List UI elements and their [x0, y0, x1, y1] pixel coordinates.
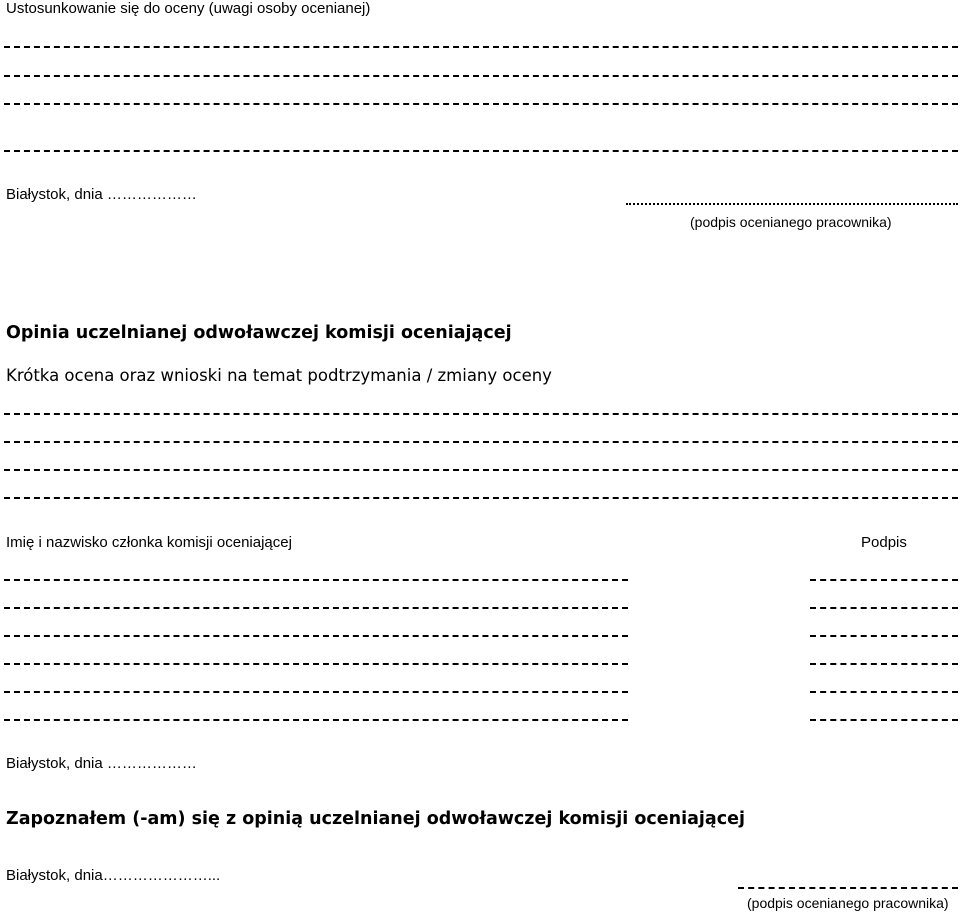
- remarks-line-3[interactable]: [4, 103, 958, 105]
- member-signature-line-5[interactable]: [810, 691, 958, 693]
- remarks-line-2[interactable]: [4, 75, 958, 77]
- section3-signature-caption: (podpis ocenianego pracownika): [747, 895, 949, 911]
- section1-signature-caption: (podpis ocenianego pracownika): [690, 214, 892, 230]
- member-name-line-2[interactable]: [4, 607, 628, 609]
- remarks-line-1[interactable]: [4, 46, 958, 48]
- member-signature-line-1[interactable]: [810, 579, 958, 581]
- member-name-line-6[interactable]: [4, 719, 628, 721]
- member-signature-line-2[interactable]: [810, 607, 958, 609]
- member-name-header: Imię i nazwisko członka komisji oceniającej: [6, 534, 292, 551]
- section3-title: Zapoznałem (-am) się z opinią uczelnianej odwoławczej komisji oceniającej: [6, 809, 745, 829]
- section1-date-label: Białystok, dnia ………………: [6, 186, 197, 203]
- member-name-line-3[interactable]: [4, 635, 628, 637]
- section2-title: Opinia uczelnianej odwoławczej komisji oceniającej: [6, 323, 512, 343]
- section2-subtitle: Krótka ocena oraz wnioski na temat podtrzymania / zmiany oceny: [6, 366, 552, 385]
- member-signature-line-3[interactable]: [810, 635, 958, 637]
- signature-header: Podpis: [861, 534, 907, 551]
- opinion-line-4[interactable]: [4, 497, 958, 499]
- member-name-line-5[interactable]: [4, 691, 628, 693]
- opinion-line-1[interactable]: [4, 413, 958, 415]
- member-signature-line-4[interactable]: [810, 663, 958, 665]
- member-name-line-1[interactable]: [4, 579, 628, 581]
- member-name-line-4[interactable]: [4, 663, 628, 665]
- remarks-line-4[interactable]: [4, 150, 958, 152]
- member-signature-line-6[interactable]: [810, 719, 958, 721]
- section1-signature-line[interactable]: [626, 203, 958, 205]
- section1-title: Ustosunkowanie się do oceny (uwagi osoby ocenianej): [6, 0, 371, 17]
- opinion-line-2[interactable]: [4, 441, 958, 443]
- section3-date-label: Białystok, dnia…………………...: [6, 867, 221, 884]
- section2-date-label: Białystok, dnia ………………: [6, 755, 197, 772]
- section3-signature-line[interactable]: [738, 887, 958, 889]
- opinion-line-3[interactable]: [4, 469, 958, 471]
